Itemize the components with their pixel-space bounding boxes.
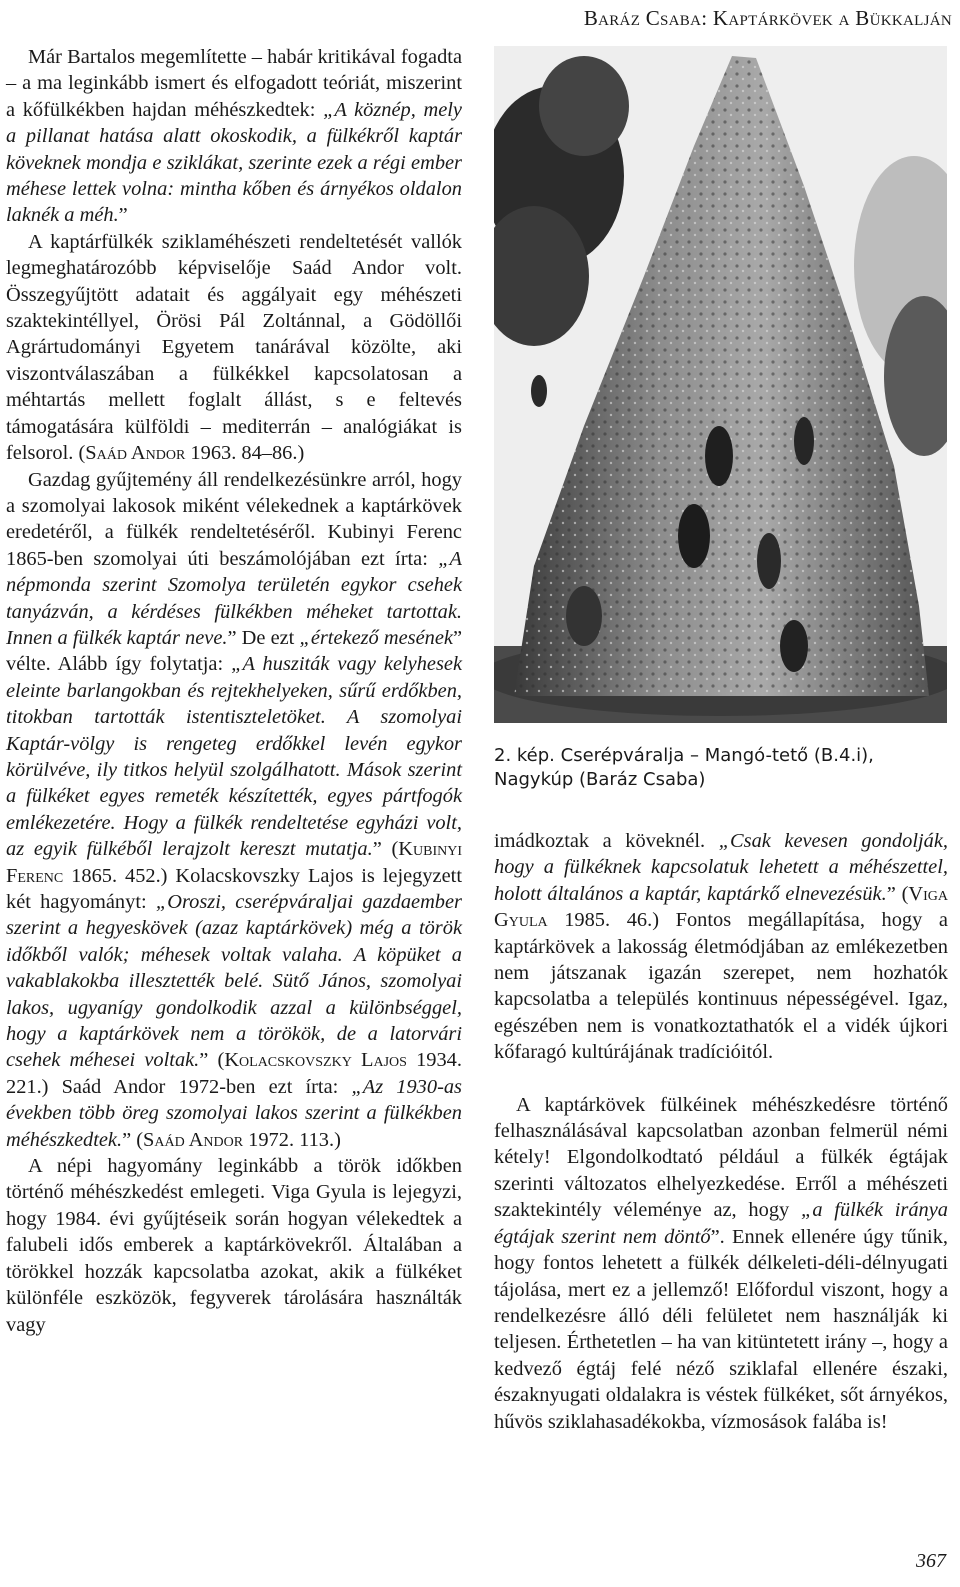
running-header	[584, 6, 952, 31]
quote: „A köznép, mely a pillanat hatása alatt okoskodik, a fülkékről kaptár köveknek mondja e sziklákat, szerinte ezek a régi ember méhese lettek volna: mintha kőben és árnyékos oldalon laknék a méh.	[6, 98, 462, 227]
header-author: Baráz Csaba	[583, 6, 702, 30]
text-run: ” vélte. Alább így folytatja:	[6, 626, 463, 676]
text-run: A kaptárfülkék sziklaméhészeti rendeltetését vallók legmeghatározóbb képviselője Saád Andor volt. Összegyűjtött adatait és aggályait egy méhészeti szaktekintéllyel, Örösi Pál Zoltánnal, a Gödöllői Agrártudományi Egyetem tanárával közölte, aki viszontválaszában a fülkékkel kapcsolatosan a méhtartás mellett foglalt állást, s e feltevés támogatására külföldi – mediterrán – analógiákat is felsorol. (	[6, 230, 462, 465]
text-run: ” (	[886, 882, 909, 905]
page-number: 367	[916, 1550, 946, 1572]
rock-cone-image	[494, 46, 947, 723]
text-run: 1865. 452.) Kolacskovszky Lajos is lejegyzett két hagyományt:	[6, 864, 462, 913]
citation: Saád Andor	[85, 442, 186, 465]
text-run: imádkoztak a köveknél.	[494, 830, 719, 852]
text-run: ”	[118, 204, 128, 227]
paragraph-1	[6, 44, 462, 229]
text-run: 1985. 46.) Fontos megállapítása, hogy a kaptárkövek a lakosság életmódjában az emlékezetben nem játszanak igazán szerepet, nem hozhatók kapcsolatba a település kontinuus népességével. Igaz, egészében nem is vonatkoztathatók el a vidék újkori kőfaragó kultúrájának tradícióitól.	[494, 909, 948, 1064]
citation: Saád Andor	[143, 1128, 244, 1151]
quote: „Csak kevesen gondolják, hogy a fülkéknek kapcsolatuk lehetett a méhészettel, holott általános a kaptár, kaptárkő elnevezésük.	[494, 830, 948, 905]
right-column	[494, 828, 948, 1435]
paragraph-2	[6, 229, 462, 467]
quote: „Oroszi, cserépváraljai gazdaember szerint a hegyeskövek (azaz kaptárkövek) még a török időkből valók; méhesek voltak valaha. A köpüket a vakablakokba illesztették belé. Sütő János, szomolyai lakos, ugyanígy gondolkodik azzal a különbséggel, hogy a kaptárkövek nem a törökök, de a latorvári csehek méhesei voltak.	[6, 891, 462, 1072]
text-run: 1972. 113.)	[243, 1128, 341, 1151]
paragraph-4: A népi hagyomány leginkább a török időkben történő méhészkedést emlegeti. Viga Gyula is lejegyzi, hogy 1984. évi gyűjtéseik során hogyan vélekedtek a falubeli idős emberek a kaptárkövekről. Általában a törökkel hozzák kapcsolatba azokat, akik a fülkéket különféle eszközök, fegyverek tárolására használták vagy	[6, 1155, 462, 1336]
header-separator: :	[701, 6, 713, 30]
figure-photo	[494, 46, 947, 723]
paragraph-3	[6, 467, 462, 1154]
quote: „értekező mesének	[299, 626, 453, 649]
text-run: ” (	[199, 1049, 225, 1072]
quote: „a fülkék iránya égtájak szerint nem döntő	[494, 1199, 948, 1248]
text-run: Gazdag gyűjtemény áll rendelkezésünkre arról, hogy a szomolyai lakosok miként vélekednek a kaptárkövek eredetéről, a fülkék rendeltetéséről. Kubinyi Ferenc 1865-ben szomolyai úti beszámolójában ezt írta:	[6, 468, 462, 570]
text-run: ” (	[372, 838, 399, 861]
citation: Kolacskovszky Lajos	[224, 1049, 407, 1072]
text-run: 1934. 221.) Saád Andor 1972-ben ezt írta:	[6, 1049, 462, 1098]
citation: Viga Gyula	[494, 882, 948, 932]
quote: „A népmonda szerint Szomolya területén egykor csehek tanyázván, a kérdéses fülkékben méheket tartottak. Innen a fülkék kaptár neve.	[6, 547, 462, 649]
quote: „A husziták vagy kelyhesek eleinte barlangokban és rejtekhelyeken, sűrű erdőkben, titokban tartották istentiszteletöket. A szomolyai Kaptár-völgy is rengeteg erdőkkel levén egykor körülvéve, ily titkos helyül szolgálhatott. Mások szerint a fülkéket egyes remeték készítették, egyes pártfogók emlékezetére. Hogy a fülkék rendeltetése egyházi volt, az egyik fülkéből lerajzolt kereszt mutatja.	[6, 653, 462, 861]
figure-caption: 2. kép. Cserépváralja – Mangó-tető (B.4.i), Nagykúp (Baráz Csaba)	[494, 745, 874, 790]
quote: „Az 1930-as években több öreg szomolyai lakos szerint a fülkékben méhészkedtek.	[6, 1075, 462, 1151]
text-run: Már Bartalos megemlítette – habár kritikával fogadta – a ma leginkább ismert és elfogadott teóriát, miszerint a kőfülkékben hajdan méhészkedtek:	[6, 46, 462, 121]
paragraph-5	[494, 828, 948, 1066]
left-column	[6, 44, 462, 1338]
text-run: ” De ezt	[227, 626, 300, 649]
text-run: ”. Ennek ellenére úgy tűnik, hogy fontos lehetett a fülkék délkeleti-déli-délnyugati tájolása, mert ez a jellemző! Előfordul viszont, hogy a rendelkezésre álló déli felületet nem használják ki teljesen. Érthetetlen – ha van kitüntetett irány –, hogy a kedvező égtáj felé néző sziklafal ellenére északi, északnyugati oldalakra is véstek fülkéket, sőt árnyékos, hűvös sziklahasadékokba, vízmosások falába is!	[494, 1225, 949, 1433]
text-run: ” (	[122, 1128, 144, 1151]
header-title: Kaptárkövek a Bükkalján	[712, 6, 952, 30]
text-run: A kaptárkövek fülkéinek méhészkedésre történő felhasználásával kapcsolatban azonban felmerül némi kétely! Elgondolkodtató például a fülkék égtájak szerinti változatos elhelyezkedése. Erről a méhészeti szaktekintély véleménye az, hogy	[494, 1093, 948, 1222]
citation: Kubinyi Ferenc	[6, 838, 462, 887]
paragraph-6	[494, 1092, 948, 1435]
text-run: 1963. 84–86.)	[185, 442, 305, 465]
